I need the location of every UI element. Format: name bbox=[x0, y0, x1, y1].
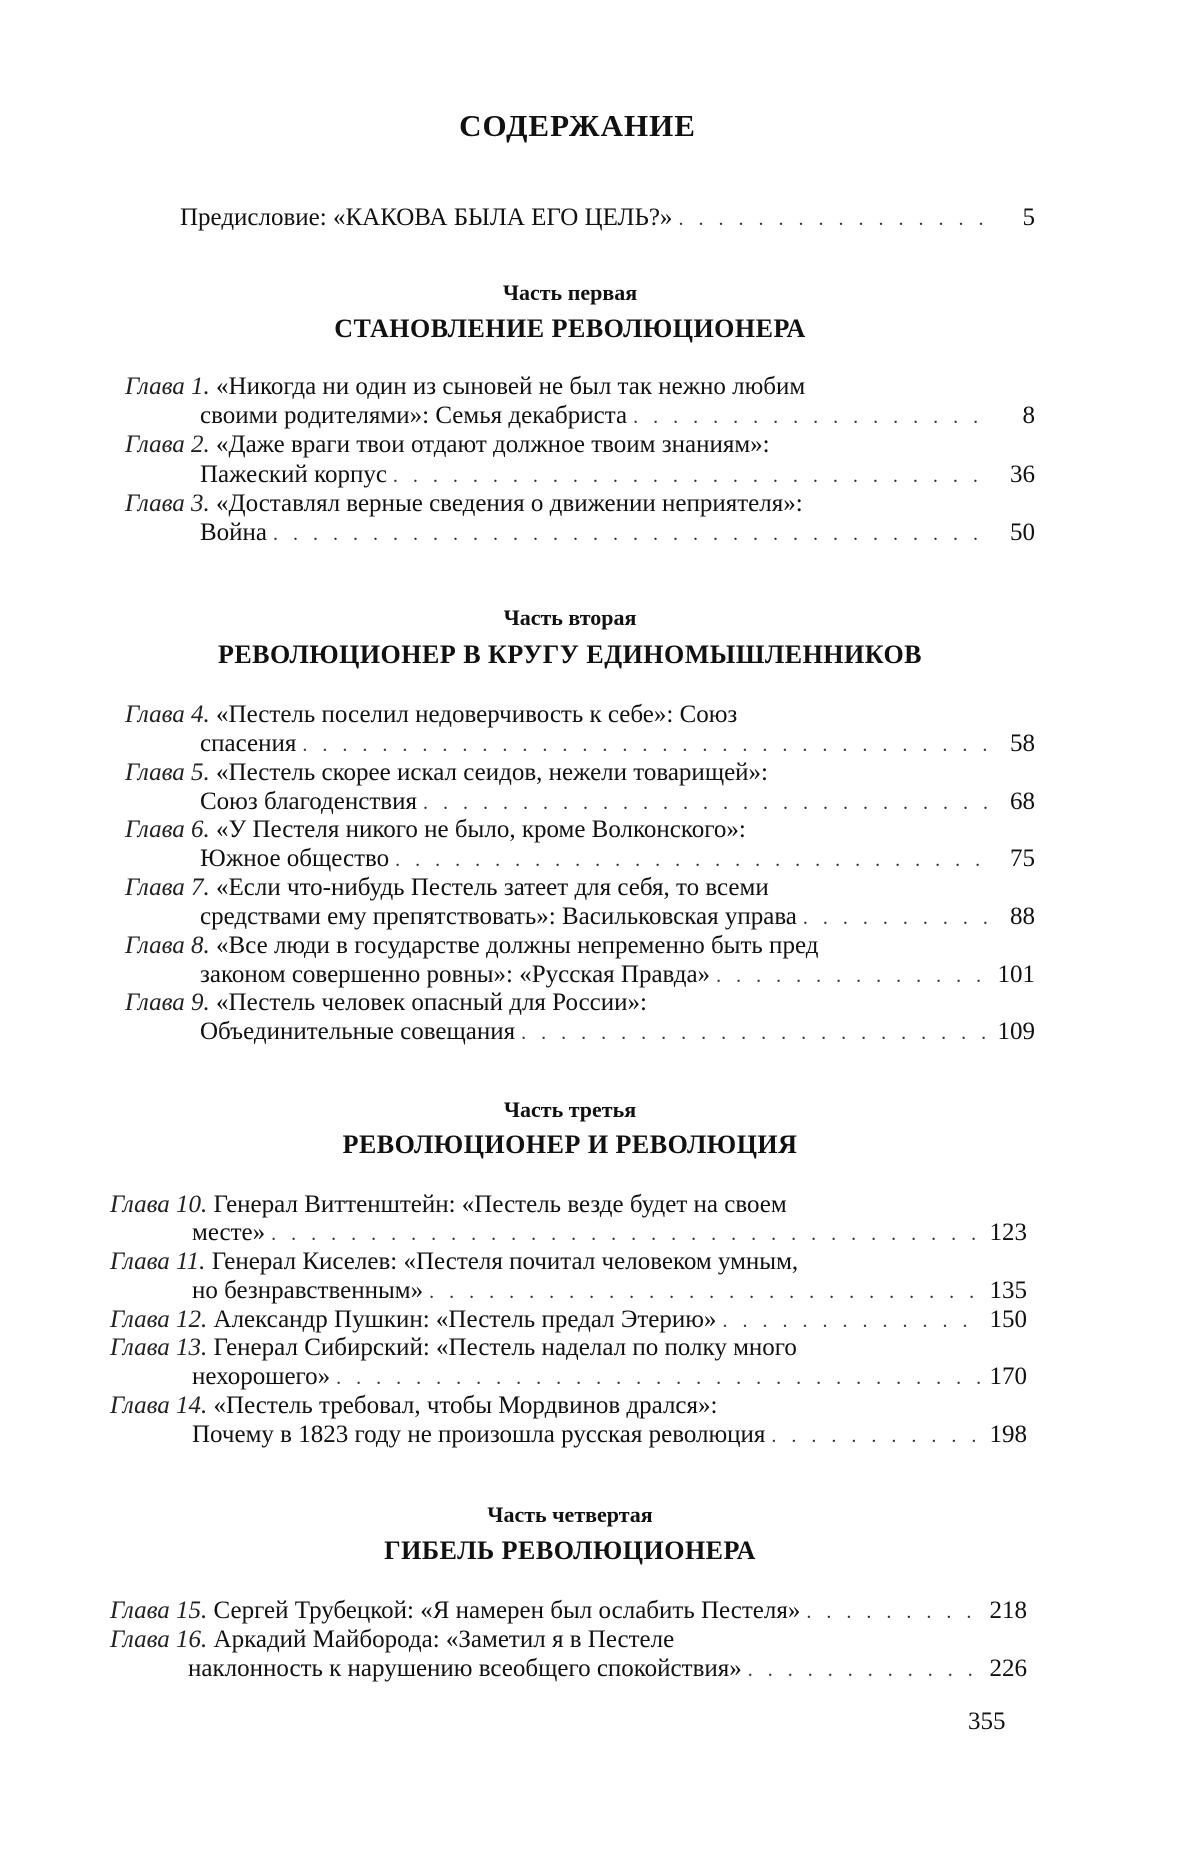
chapter-subtitle: нехорошего» bbox=[192, 1363, 331, 1390]
chapter-7-line1 bbox=[125, 873, 1035, 902]
chapter-prefix: Глава 3. bbox=[125, 490, 210, 517]
part-3-label: Часть третья bbox=[503, 1097, 637, 1122]
chapter-prefix: Глава 15. bbox=[110, 1597, 208, 1624]
chapter-prefix: Глава 10. bbox=[110, 1191, 208, 1218]
chapter-subtitle: Объединительные совещания bbox=[200, 1018, 516, 1045]
chapter-page-number: 75 bbox=[1010, 845, 1035, 872]
chapter-title: «Пестель требовал, чтобы Мордвинов дрался»: bbox=[213, 1392, 718, 1419]
dot-leader bbox=[722, 1307, 981, 1336]
chapter-prefix: Глава 12. bbox=[110, 1306, 208, 1333]
part-2-title: РЕВОЛЮЦИОНЕР В КРУГУ ЕДИНОМЫШЛЕННИКОВ bbox=[217, 640, 923, 669]
chapter-subtitle: своими родителями»: Семья декабриста bbox=[200, 402, 628, 429]
dot-leader bbox=[748, 1656, 981, 1685]
chapter-page-number: 101 bbox=[997, 961, 1035, 988]
dot-leader bbox=[423, 789, 989, 818]
chapter-prefix: Глава 5. bbox=[125, 759, 210, 786]
chapter-title: «Если что-нибудь Пестель затеет для себя, то всеми bbox=[216, 874, 769, 901]
chapter-8-line1 bbox=[125, 931, 1035, 960]
preface-page-number: 5 bbox=[1022, 204, 1035, 231]
part-2-label: Часть вторая bbox=[503, 605, 637, 630]
chapter-title: «Пестель человек опасный для России»: bbox=[216, 989, 647, 1016]
chapter-title: «Пестель скорее искал сеидов, нежели товарищей»: bbox=[216, 759, 768, 786]
chapter-page-number: 198 bbox=[989, 1421, 1027, 1448]
chapter-subtitle: законом совершенно ровны»: «Русская Правда» bbox=[200, 961, 711, 988]
chapter-11-line2 bbox=[192, 1276, 1027, 1307]
chapter-16-line2 bbox=[188, 1654, 1027, 1685]
dot-leader bbox=[678, 205, 989, 234]
chapter-title: «У Пестеля никого не было, кроме Волконского»: bbox=[216, 816, 746, 843]
chapter-prefix: Глава 7. bbox=[125, 874, 210, 901]
chapter-title: «Пестель поселил недоверчивость к себе»: Союз bbox=[216, 701, 738, 728]
chapter-9-line1 bbox=[125, 988, 1035, 1017]
chapter-prefix: Глава 4. bbox=[125, 701, 210, 728]
chapter-2-line2 bbox=[200, 460, 1035, 491]
chapter-page-number: 88 bbox=[1010, 903, 1035, 930]
dot-leader bbox=[393, 462, 989, 491]
chapter-page-number: 36 bbox=[1010, 461, 1035, 488]
chapter-title: Генерал Виттенштейн: «Пестель везде будет на своем bbox=[213, 1191, 787, 1218]
chapter-3-line1 bbox=[125, 489, 1035, 518]
chapter-subtitle: месте» bbox=[192, 1219, 266, 1246]
dot-leader bbox=[803, 904, 989, 933]
chapter-14-line1 bbox=[110, 1391, 1035, 1420]
chapter-11-line1 bbox=[110, 1247, 1035, 1276]
dot-leader bbox=[429, 1278, 981, 1307]
chapter-13-line1 bbox=[110, 1333, 1035, 1362]
dot-leader bbox=[302, 731, 989, 760]
chapter-4-line1 bbox=[125, 700, 1035, 729]
dot-leader bbox=[271, 1220, 981, 1249]
chapter-page-number: 226 bbox=[989, 1655, 1027, 1682]
dot-leader bbox=[806, 1598, 981, 1627]
chapter-7-line2 bbox=[200, 902, 1035, 933]
chapter-subtitle: Союз благоденствия bbox=[200, 788, 417, 815]
chapter-5-line1 bbox=[125, 758, 1035, 787]
chapter-1-line2 bbox=[200, 401, 1035, 432]
dot-leader bbox=[521, 1019, 989, 1048]
chapter-13-line2 bbox=[192, 1362, 1027, 1393]
chapter-page-number: 150 bbox=[989, 1306, 1027, 1333]
dot-leader bbox=[716, 962, 989, 991]
chapter-prefix: Глава 6. bbox=[125, 816, 210, 843]
chapter-12-line bbox=[110, 1305, 1027, 1336]
chapter-page-number: 50 bbox=[1010, 519, 1035, 546]
chapter-15-line bbox=[110, 1596, 1027, 1627]
chapter-title: Александр Пушкин: «Пестель предал Этерию» bbox=[213, 1306, 717, 1333]
part-4-label: Часть четвертая bbox=[487, 1502, 653, 1527]
chapter-subtitle: но безнравственным» bbox=[192, 1277, 424, 1304]
chapter-page-number: 109 bbox=[997, 1018, 1035, 1045]
chapter-prefix: Глава 9. bbox=[125, 989, 210, 1016]
chapter-3-line2 bbox=[200, 518, 1035, 549]
chapter-6-line1 bbox=[125, 815, 1035, 844]
chapter-title: «Даже враги твои отдают должное твоим знаниям»: bbox=[216, 431, 770, 458]
chapter-subtitle: наклонность к нарушению всеобщего спокойствия» bbox=[188, 1655, 742, 1682]
chapter-10-line1 bbox=[110, 1190, 1035, 1219]
chapter-subtitle: Почему в 1823 году не произошла русская революция bbox=[192, 1421, 766, 1448]
part-4-title: ГИБЕЛЬ РЕВОЛЮЦИОНЕРА bbox=[384, 1536, 756, 1565]
chapter-1-line1 bbox=[125, 372, 1035, 401]
chapter-4-line2 bbox=[200, 729, 1035, 760]
dot-leader bbox=[336, 1364, 981, 1393]
chapter-page-number: 8 bbox=[1022, 402, 1035, 429]
part-1-label: Часть первая bbox=[502, 280, 638, 305]
chapter-title: Генерал Киселев: «Пестеля почитал человеком умным, bbox=[211, 1248, 799, 1275]
chapter-6-line2 bbox=[200, 844, 1035, 875]
chapter-subtitle: Война bbox=[200, 519, 268, 546]
chapter-page-number: 218 bbox=[989, 1597, 1027, 1624]
chapter-title: «Никогда ни один из сыновей не был так нежно любим bbox=[216, 373, 806, 400]
chapter-prefix: Глава 8. bbox=[125, 932, 210, 959]
chapter-title: «Доставлял верные сведения о движении неприятеля»: bbox=[216, 490, 803, 517]
chapter-prefix: Глава 14. bbox=[110, 1392, 208, 1419]
chapter-title: «Все люди в государстве должны непременно быть пред bbox=[216, 932, 819, 959]
chapter-8-line2 bbox=[200, 960, 1035, 991]
page-title: СОДЕРЖАНИЕ bbox=[459, 108, 696, 143]
dot-leader bbox=[771, 1422, 981, 1451]
part-3-title: РЕВОЛЮЦИОНЕР И РЕВОЛЮЦИЯ bbox=[342, 1130, 798, 1159]
chapter-prefix: Глава 1. bbox=[125, 373, 210, 400]
dot-leader bbox=[273, 520, 989, 549]
preface-text: Предисловие: «КАКОВА БЫЛА ЕГО ЦЕЛЬ?» bbox=[180, 204, 673, 231]
chapter-10-line2 bbox=[192, 1218, 1027, 1249]
chapter-prefix: Глава 11. bbox=[110, 1248, 206, 1275]
chapter-subtitle: Южное общество bbox=[200, 845, 390, 872]
chapter-page-number: 58 bbox=[1010, 730, 1035, 757]
chapter-prefix: Глава 13. bbox=[110, 1334, 208, 1361]
chapter-16-line1 bbox=[110, 1625, 1035, 1654]
chapter-title: Сергей Трубецкой: «Я намерен был ослабить Пестеля» bbox=[213, 1597, 801, 1624]
chapter-9-line2 bbox=[200, 1017, 1035, 1048]
chapter-page-number: 170 bbox=[989, 1363, 1027, 1390]
chapter-title: Аркадий Майбородa: «Заметил я в Пестеле bbox=[213, 1626, 675, 1653]
dot-leader bbox=[633, 403, 989, 432]
chapter-2-line1 bbox=[125, 430, 1035, 459]
chapter-subtitle: Пажеский корпус bbox=[200, 461, 387, 488]
part-1-title: СТАНОВЛЕНИЕ РЕВОЛЮЦИОНЕРА bbox=[334, 314, 806, 343]
chapter-5-line2 bbox=[200, 787, 1035, 818]
preface-entry bbox=[180, 203, 1035, 234]
chapter-title: Генерал Сибирский: «Пестель наделал по полку много bbox=[213, 1334, 797, 1361]
chapter-prefix: Глава 16. bbox=[110, 1626, 208, 1653]
chapter-14-line2 bbox=[192, 1420, 1027, 1451]
dot-leader bbox=[395, 846, 989, 875]
chapter-page-number: 68 bbox=[1010, 788, 1035, 815]
chapter-subtitle: спасения bbox=[200, 730, 297, 757]
chapter-page-number: 135 bbox=[989, 1277, 1027, 1304]
chapter-subtitle: средствами ему препятствовать»: Васильковская управа bbox=[200, 903, 797, 930]
page-number: 355 bbox=[968, 1708, 1006, 1735]
chapter-prefix: Глава 2. bbox=[125, 431, 210, 458]
chapter-page-number: 123 bbox=[989, 1219, 1027, 1246]
